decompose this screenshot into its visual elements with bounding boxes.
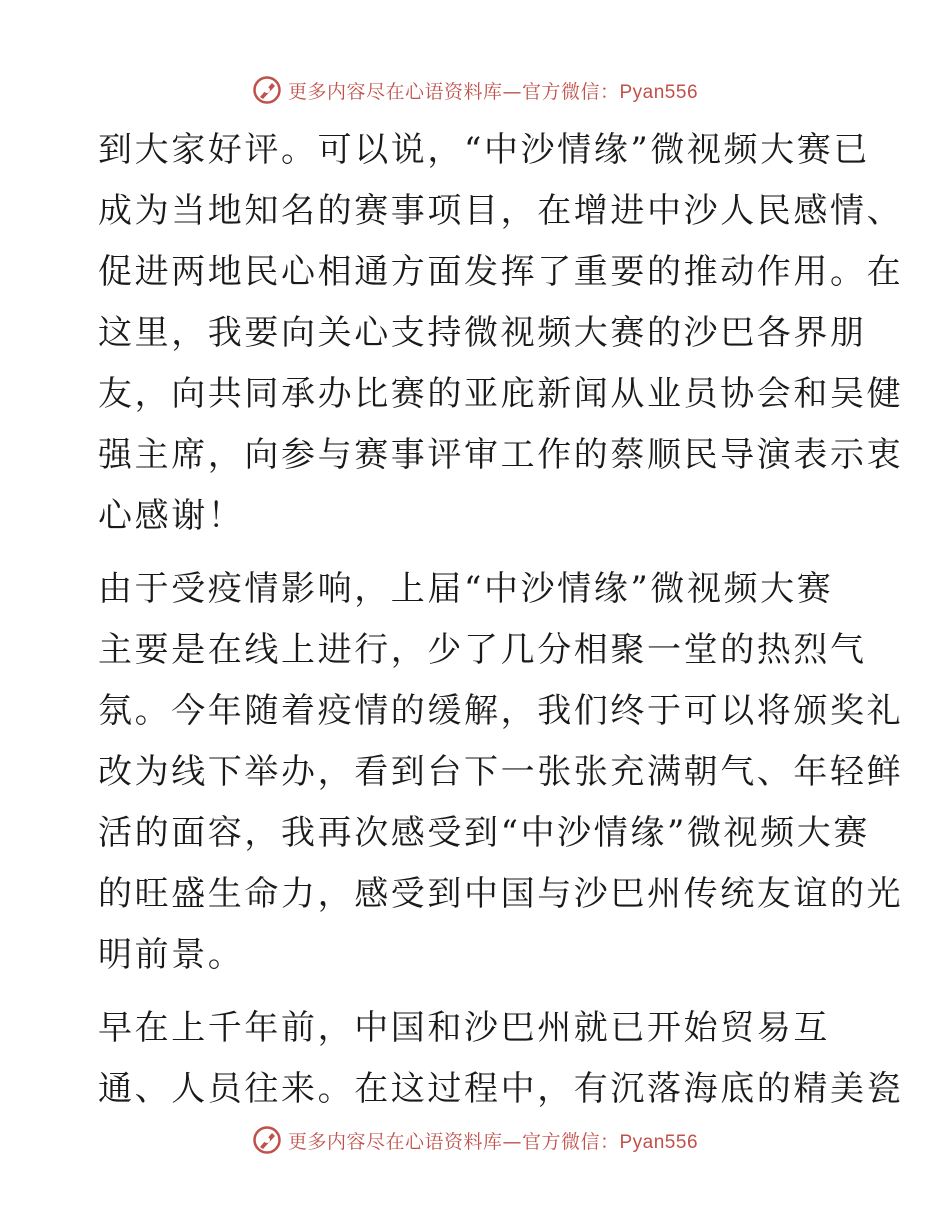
text-line: 主要是在线上进行，少了几分相聚一堂的热烈气 — [98, 630, 867, 670]
text-line: 友，向共同承办比赛的亚庇新闻从业员协会和吴健 — [98, 374, 904, 414]
text-line: 通、人员往来。在这过程中，有沉落海底的精美瓷 — [98, 1069, 904, 1109]
pen-circle-logo-icon — [252, 75, 282, 105]
header-banner-text — [288, 77, 698, 104]
paragraph-2 — [98, 559, 904, 986]
text-line: 强主席，向参与赛事评审工作的蔡顺民导演表示衷 — [98, 435, 904, 475]
paragraph-3 — [98, 998, 904, 1120]
text-line: 的旺盛生命力，感受到中国与沙巴州传统友谊的光 — [98, 874, 904, 914]
footer-banner-label: 更多内容尽在心语资料库—官方微信： — [287, 1130, 620, 1153]
text-line: 由于受疫情影响，上届“中沙情缘”微视频大赛 — [98, 569, 834, 609]
text-line: 这里，我要向关心支持微视频大赛的沙巴各界朋 — [98, 313, 867, 353]
text-line: 早在上千年前，中国和沙巴州就已开始贸易互 — [98, 1008, 830, 1048]
text-line: 明前景。 — [98, 935, 245, 975]
paragraph-1 — [98, 120, 904, 547]
text-line: 促进两地民心相通方面发挥了重要的推动作用。在 — [98, 252, 904, 292]
header-wechat-id: Pyan556 — [619, 81, 699, 103]
text-line: 心感谢！ — [98, 496, 245, 536]
footer-banner — [0, 1120, 950, 1160]
pen-circle-logo-icon — [252, 1125, 282, 1155]
text-line: 到大家好评。可以说，“中沙情缘”微视频大赛已 — [98, 130, 870, 170]
header-banner-label: 更多内容尽在心语资料库—官方微信： — [287, 80, 620, 103]
document-body — [98, 120, 904, 1120]
footer-banner-text — [288, 1127, 698, 1154]
header-banner — [0, 70, 950, 110]
text-line: 活的面容，我再次感受到“中沙情缘”微视频大赛 — [98, 813, 870, 853]
text-line: 改为线下举办，看到台下一张张充满朝气、年轻鲜 — [98, 752, 904, 792]
text-line: 氛。今年随着疫情的缓解，我们终于可以将颁奖礼 — [98, 691, 904, 731]
text-line: 成为当地知名的赛事项目，在增进中沙人民感情、 — [98, 191, 904, 231]
footer-wechat-id: Pyan556 — [619, 1131, 699, 1153]
